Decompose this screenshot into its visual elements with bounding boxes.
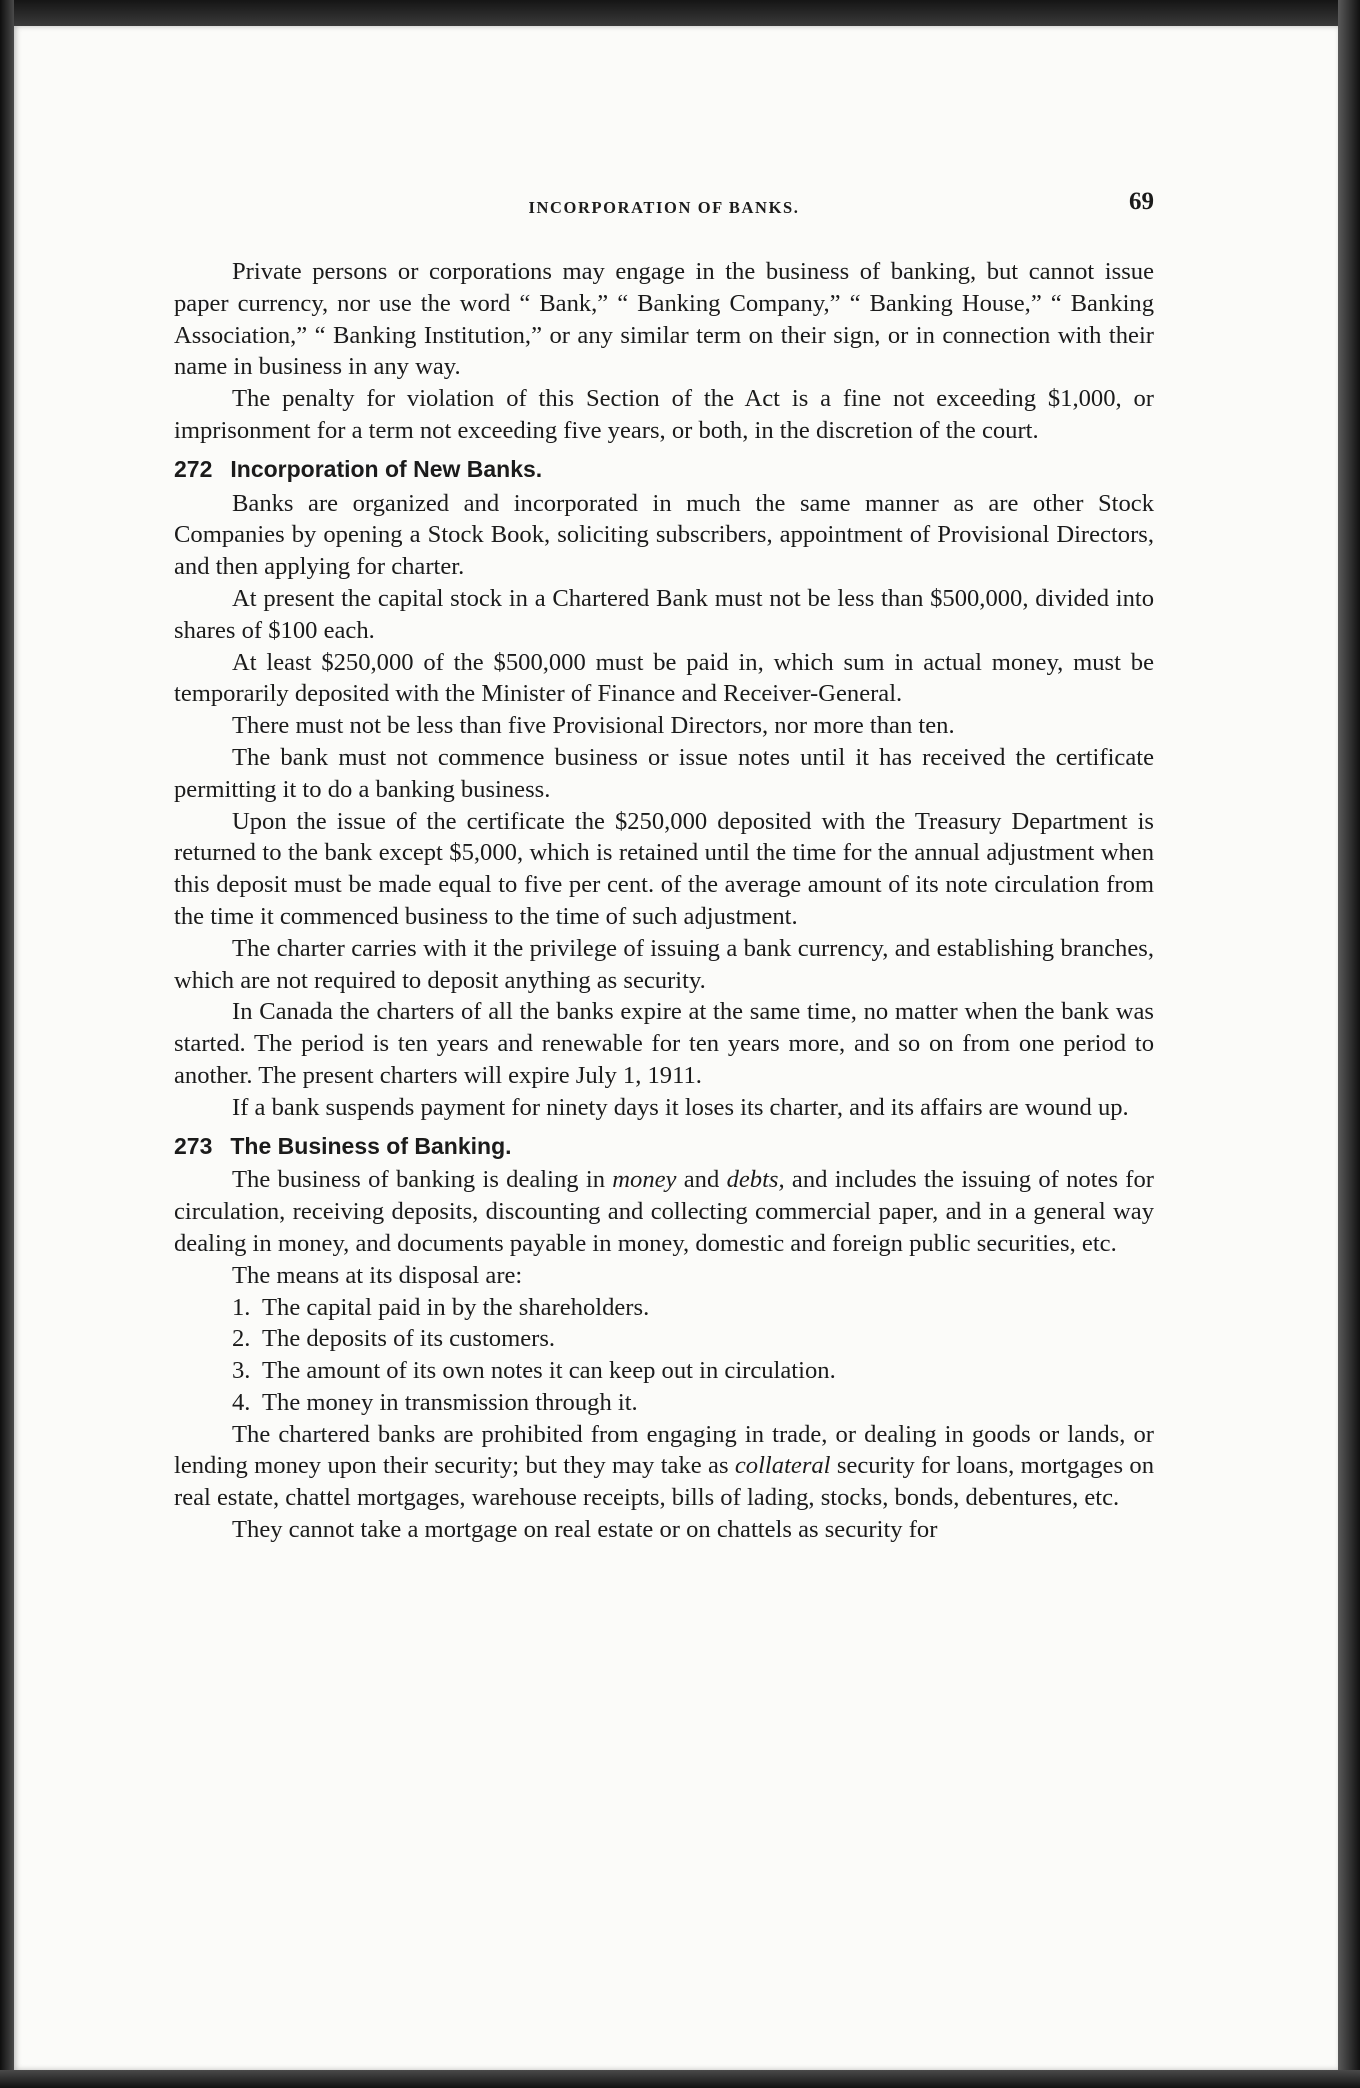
running-head <box>174 186 1154 226</box>
list-number: 4. <box>232 1388 251 1416</box>
section-title: The Business of Banking. <box>230 1132 512 1159</box>
emphasis-debts: debts, <box>726 1166 785 1194</box>
scan-border-top <box>0 0 1360 26</box>
section-title: Incorporation of New Banks. <box>230 455 543 482</box>
means-list <box>174 1292 1154 1419</box>
section-number: 272 <box>174 455 213 482</box>
text-run: The business of banking is dealing in <box>232 1166 613 1194</box>
text-run: security for loans, mortgages on real estate, chattel mortgages, warehouse receipts, bills of lading, stocks, bonds, debentures, etc. <box>174 1452 1154 1512</box>
list-text: The amount of its own notes it can keep out in circulation. <box>262 1357 836 1385</box>
paragraph-penalty: The penalty for violation of this Section of the Act is a fine not exceeding $1,000, or imprisonment for a term not exceeding five years, or both, in the discretion of the court. <box>174 385 1154 444</box>
page-text <box>174 186 1154 1546</box>
list-number: 1. <box>232 1293 251 1321</box>
paragraph-certificate: The bank must not commence business or issue notes until it has received the certificate permitting it to do a banking business. <box>174 743 1154 803</box>
paragraph-directors: There must not be less than five Provisional Directors, nor more than ten. <box>232 712 955 740</box>
scan-border-bottom <box>0 2070 1360 2088</box>
paragraph-charter-privilege: The charter carries with it the privilege of issuing a bank currency, and establishing branches, which are not required to deposit anything as security. <box>174 934 1154 994</box>
paragraph-charter-expiry: In Canada the charters of all the banks expire at the same time, no matter when the bank was started. The period is ten years and renewable for ten years more, and so on from one period to another. The present charters will expire July 1, 1911. <box>174 998 1154 1089</box>
scan-border-right <box>1338 0 1360 2088</box>
paragraph-business-definition <box>174 1164 1154 1259</box>
page-number: 69 <box>1129 188 1154 215</box>
paragraph-mortgage-restriction: They cannot take a mortgage on real estate or on chattels as security for <box>232 1516 938 1544</box>
paragraph-suspension: If a bank suspends payment for ninety days it loses its charter, and its affairs are wound up. <box>232 1093 1129 1121</box>
emphasis-money: money <box>612 1166 677 1194</box>
paragraph-capital-stock: At present the capital stock in a Chartered Bank must not be less than $500,000, divided into shares of $100 each. <box>174 584 1154 644</box>
list-item <box>232 1323 1154 1355</box>
list-text: The money in transmission through it. <box>262 1388 638 1416</box>
section-heading-273 <box>174 1131 1154 1163</box>
paragraph-prohibitions <box>174 1419 1154 1514</box>
running-title: INCORPORATION OF BANKS. <box>528 198 800 217</box>
list-item <box>232 1292 1154 1324</box>
paragraph-paid-in: At least $250,000 of the $500,000 must be paid in, which sum in actual money, must be temporarily deposited with the Minister of Finance and Receiver-General. <box>174 648 1154 708</box>
text-run: and includes the issuing of notes for circulation, receiving deposits, discounting and collecting commercial paper, and in a general way dealing in money, and documents payable in money, domestic and foreign public securities, etc. <box>174 1166 1154 1257</box>
section-heading-272 <box>174 454 1154 486</box>
list-number: 3. <box>232 1357 251 1385</box>
paragraph-means-intro: The means at its disposal are: <box>232 1261 523 1289</box>
text-run: The chartered banks are prohibited from engaging in trade, or dealing in goods or lands, or lending money upon their security; but they may take as <box>174 1420 1154 1480</box>
list-item <box>232 1355 1154 1387</box>
list-number: 2. <box>232 1325 251 1353</box>
emphasis-collateral: collateral <box>734 1452 831 1480</box>
scan-border-left <box>0 0 14 2088</box>
paragraph-organization: Banks are organized and incorporated in much the same manner as are other Stock Companies by opening a Stock Book, soliciting subscribers, appointment of Provisional Directors, and then applying for charter. <box>174 489 1154 581</box>
paragraph-deposit-return: Upon the issue of the certificate the $250,000 deposited with the Treasury Department is returned to the bank except $5,000, which is retained until the time for the annual adjustment when this deposit must be made equal to five per cent. of the average amount of its note circulation from the time it commenced business to the time of such adjustment. <box>174 807 1154 930</box>
list-item <box>232 1387 1154 1419</box>
list-text: The capital paid in by the shareholders. <box>262 1293 650 1321</box>
text-run: and <box>676 1166 727 1194</box>
section-number: 273 <box>174 1132 213 1159</box>
paragraph-private-banking: Private persons or corporations may engage in the business of banking, but cannot issue paper currency, nor use the word “ Bank,” “ Banking Company,” “ Banking House,” “ Banking Association,” “ Banking Institution,” or any similar term on their sign, or in connection with their name in business in any way. <box>174 258 1154 381</box>
list-text: The deposits of its customers. <box>262 1325 556 1353</box>
